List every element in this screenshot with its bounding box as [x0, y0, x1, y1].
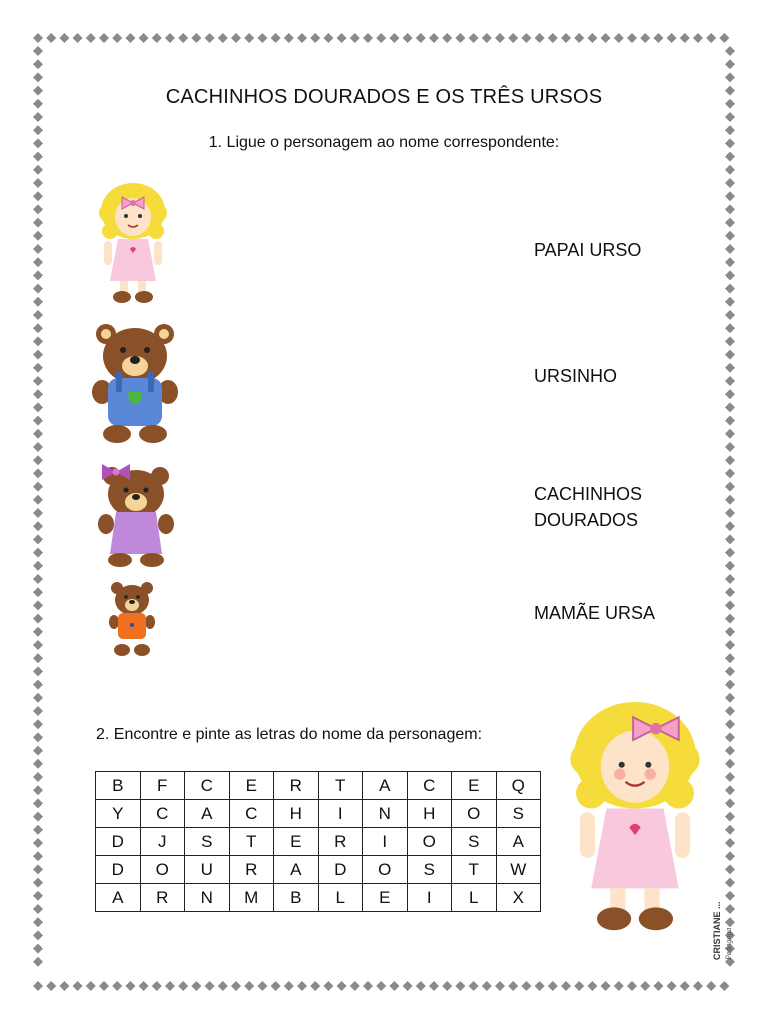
border-diamond	[152, 981, 162, 991]
border-diamond	[725, 429, 735, 439]
border-diamond	[178, 33, 188, 43]
border-diamond	[469, 33, 479, 43]
grid-cell[interactable]: C	[185, 772, 230, 800]
border-diamond	[337, 981, 347, 991]
border-diamond	[33, 904, 43, 914]
border-diamond	[33, 389, 43, 399]
border-diamond	[389, 33, 399, 43]
border-diamond	[548, 981, 558, 991]
grid-cell[interactable]: E	[274, 828, 319, 856]
border-diamond	[495, 33, 505, 43]
border-diamond	[284, 33, 294, 43]
border-diamond	[46, 981, 56, 991]
border-diamond	[33, 944, 43, 954]
border-diamond	[725, 468, 735, 478]
grid-cell[interactable]: C	[229, 800, 274, 828]
border-diamond	[725, 732, 735, 742]
border-diamond	[257, 981, 267, 991]
border-diamond	[205, 33, 215, 43]
grid-cell[interactable]: D	[96, 828, 141, 856]
border-diamond	[442, 33, 452, 43]
svg-text:CRISTIANE ...: CRISTIANE ...	[712, 901, 722, 960]
border-diamond	[680, 981, 690, 991]
border-diamond	[33, 178, 43, 188]
border-diamond	[535, 981, 545, 991]
border-diamond	[725, 653, 735, 663]
grid-cell[interactable]: U	[185, 856, 230, 884]
grid-row	[96, 856, 541, 884]
border-diamond	[725, 376, 735, 386]
mama-bear-icon	[96, 460, 176, 568]
grid-cell[interactable]: N	[363, 800, 408, 828]
border-diamond	[389, 981, 399, 991]
border-diamond	[725, 785, 735, 795]
border-diamond	[725, 482, 735, 492]
border-diamond	[218, 981, 228, 991]
grid-cell[interactable]: E	[229, 772, 274, 800]
grid-cell[interactable]: J	[140, 828, 185, 856]
border-diamond	[376, 981, 386, 991]
border-diamond	[33, 706, 43, 716]
border-diamond	[86, 33, 96, 43]
border-diamond	[416, 981, 426, 991]
border-diamond	[33, 653, 43, 663]
grid-cell[interactable]: E	[452, 772, 497, 800]
border-diamond	[33, 587, 43, 597]
border-diamond	[33, 957, 43, 967]
border-diamond	[33, 930, 43, 940]
border-diamond	[455, 33, 465, 43]
goldilocks-large-icon	[568, 702, 702, 934]
border-diamond	[310, 981, 320, 991]
border-diamond	[350, 981, 360, 991]
border-diamond	[33, 878, 43, 888]
grid-cell[interactable]: R	[274, 772, 319, 800]
border-diamond	[33, 244, 43, 254]
border-diamond	[33, 508, 43, 518]
border-diamond	[725, 706, 735, 716]
papa-bear-icon	[90, 322, 180, 446]
border-diamond	[297, 981, 307, 991]
border-diamond	[725, 561, 735, 571]
border-diamond	[482, 981, 492, 991]
grid-row	[96, 884, 541, 912]
border-diamond	[33, 402, 43, 412]
name-mamae-ursa: MAMÃE URSA	[534, 603, 656, 623]
border-diamond	[627, 33, 637, 43]
border-diamond	[33, 693, 43, 703]
border-diamond	[535, 33, 545, 43]
border-diamond	[205, 981, 215, 991]
border-diamond	[33, 548, 43, 558]
border-diamond	[640, 981, 650, 991]
border-diamond	[725, 284, 735, 294]
border-diamond	[495, 981, 505, 991]
border-diamond	[574, 33, 584, 43]
border-diamond	[297, 33, 307, 43]
border-diamond	[33, 191, 43, 201]
border-diamond	[271, 981, 281, 991]
border-diamond	[33, 297, 43, 307]
border-diamond	[719, 981, 729, 991]
border-diamond	[33, 165, 43, 175]
border-diamond	[725, 59, 735, 69]
grid-cell[interactable]: R	[318, 828, 363, 856]
border-diamond	[33, 759, 43, 769]
border-diamond	[725, 587, 735, 597]
grid-cell[interactable]: M	[229, 884, 274, 912]
border-diamond	[284, 981, 294, 991]
grid-cell[interactable]: F	[140, 772, 185, 800]
border-diamond	[667, 981, 677, 991]
border-diamond	[33, 257, 43, 267]
border-diamond	[521, 981, 531, 991]
border-diamond	[725, 772, 735, 782]
border-diamond	[244, 33, 254, 43]
border-diamond	[725, 112, 735, 122]
grid-cell[interactable]: A	[274, 856, 319, 884]
border-diamond	[725, 614, 735, 624]
border-diamond	[33, 680, 43, 690]
border-diamond	[33, 640, 43, 650]
border-diamond	[244, 981, 254, 991]
border-diamond	[33, 825, 43, 835]
border-diamond	[725, 46, 735, 56]
border-diamond	[33, 33, 43, 43]
grid-cell[interactable]: W	[496, 856, 541, 884]
border-diamond	[693, 33, 703, 43]
border-diamond	[725, 363, 735, 373]
border-diamond	[33, 270, 43, 280]
grid-cell[interactable]: B	[274, 884, 319, 912]
grid-cell[interactable]: I	[363, 828, 408, 856]
grid-cell[interactable]: A	[496, 828, 541, 856]
border-diamond	[725, 759, 735, 769]
border-diamond	[725, 600, 735, 610]
border-diamond	[323, 981, 333, 991]
grid-cell[interactable]: T	[318, 772, 363, 800]
border-diamond	[323, 33, 333, 43]
border-diamond	[33, 864, 43, 874]
grid-cell[interactable]: L	[452, 884, 497, 912]
border-diamond	[725, 191, 735, 201]
grid-cell[interactable]: I	[407, 884, 452, 912]
border-diamond	[33, 812, 43, 822]
border-diamond	[33, 310, 43, 320]
border-diamond	[601, 33, 611, 43]
border-diamond	[33, 851, 43, 861]
border-diamond	[231, 981, 241, 991]
border-diamond	[33, 152, 43, 162]
border-diamond	[725, 495, 735, 505]
border-diamond	[33, 614, 43, 624]
border-diamond	[725, 798, 735, 808]
border-diamond	[725, 270, 735, 280]
border-diamond	[33, 746, 43, 756]
border-diamond	[33, 772, 43, 782]
credit-signature	[706, 812, 736, 962]
border-diamond	[33, 323, 43, 333]
border-diamond	[725, 389, 735, 399]
border-diamond	[33, 561, 43, 571]
border-diamond	[33, 495, 43, 505]
border-diamond	[455, 981, 465, 991]
border-diamond	[614, 981, 624, 991]
grid-cell[interactable]: H	[407, 800, 452, 828]
grid-cell[interactable]: O	[363, 856, 408, 884]
border-diamond	[469, 981, 479, 991]
grid-cell[interactable]: T	[229, 828, 274, 856]
border-diamond	[442, 981, 452, 991]
name-ursinho: URSINHO	[534, 366, 618, 386]
border-diamond	[725, 442, 735, 452]
grid-cell[interactable]: L	[318, 884, 363, 912]
border-diamond	[125, 981, 135, 991]
border-diamond	[33, 204, 43, 214]
border-diamond	[719, 33, 729, 43]
grid-cell[interactable]: D	[96, 856, 141, 884]
border-diamond	[653, 33, 663, 43]
border-diamond	[86, 981, 96, 991]
border-diamond	[725, 72, 735, 82]
grid-row	[96, 800, 541, 828]
border-diamond	[429, 33, 439, 43]
border-diamond	[363, 33, 373, 43]
border-diamond	[350, 33, 360, 43]
grid-cell[interactable]: S	[407, 856, 452, 884]
border-diamond	[725, 548, 735, 558]
border-diamond	[33, 231, 43, 241]
border-diamond	[693, 981, 703, 991]
border-diamond	[725, 521, 735, 531]
border-diamond	[33, 798, 43, 808]
border-diamond	[33, 350, 43, 360]
word-search-grid	[95, 771, 541, 912]
grid-cell[interactable]: Q	[496, 772, 541, 800]
name-papai-urso: PAPAI URSO	[534, 240, 642, 260]
border-diamond	[337, 33, 347, 43]
name-cachinhos-dourados: CACHINHOS DOURADOS	[534, 484, 643, 530]
grid-cell[interactable]: A	[363, 772, 408, 800]
border-diamond	[33, 981, 43, 991]
border-diamond	[231, 33, 241, 43]
grid-cell[interactable]: A	[96, 884, 141, 912]
border-diamond	[33, 376, 43, 386]
border-diamond	[33, 574, 43, 584]
border-diamond	[725, 693, 735, 703]
border-diamond	[376, 33, 386, 43]
border-diamond	[429, 981, 439, 991]
border-diamond	[725, 218, 735, 228]
border-diamond	[725, 231, 735, 241]
border-diamond	[587, 33, 597, 43]
border-diamond	[725, 336, 735, 346]
grid-cell[interactable]: C	[407, 772, 452, 800]
border-diamond	[725, 323, 735, 333]
border-diamond	[725, 627, 735, 637]
grid-cell[interactable]: O	[452, 800, 497, 828]
border-diamond	[33, 732, 43, 742]
border-diamond	[548, 33, 558, 43]
border-diamond	[508, 33, 518, 43]
border-diamond	[33, 72, 43, 82]
grid-cell[interactable]: R	[140, 884, 185, 912]
border-diamond	[601, 981, 611, 991]
border-diamond	[363, 981, 373, 991]
border-diamond	[59, 981, 69, 991]
border-diamond	[125, 33, 135, 43]
border-diamond	[725, 416, 735, 426]
border-diamond	[33, 534, 43, 544]
border-diamond	[482, 33, 492, 43]
border-diamond	[99, 981, 109, 991]
border-diamond	[33, 455, 43, 465]
border-diamond	[33, 891, 43, 901]
border-diamond	[403, 33, 413, 43]
grid-cell[interactable]: T	[452, 856, 497, 884]
border-diamond	[725, 640, 735, 650]
page-title: CACHINHOS DOURADOS E OS TRÊS URSOS	[165, 86, 603, 108]
border-diamond	[33, 336, 43, 346]
border-diamond	[706, 33, 716, 43]
border-diamond	[257, 33, 267, 43]
border-diamond	[139, 33, 149, 43]
grid-cell[interactable]: S	[452, 828, 497, 856]
border-diamond	[680, 33, 690, 43]
grid-cell[interactable]: B	[96, 772, 141, 800]
grid-cell[interactable]: X	[496, 884, 541, 912]
grid-cell[interactable]: O	[407, 828, 452, 856]
grid-cell[interactable]: Y	[96, 800, 141, 828]
border-diamond	[706, 981, 716, 991]
border-diamond	[561, 981, 571, 991]
border-diamond	[73, 981, 83, 991]
border-diamond	[178, 981, 188, 991]
border-diamond	[59, 33, 69, 43]
border-diamond	[725, 746, 735, 756]
border-diamond	[33, 429, 43, 439]
goldilocks-icon	[98, 183, 168, 305]
border-diamond	[33, 627, 43, 637]
border-diamond	[165, 33, 175, 43]
border-diamond	[191, 981, 201, 991]
grid-cell[interactable]: O	[140, 856, 185, 884]
border-diamond	[725, 680, 735, 690]
border-diamond	[33, 442, 43, 452]
border-diamond	[614, 33, 624, 43]
grid-row	[96, 828, 541, 856]
question-1: 1. Ligue o personagem ao nome correspondente:	[208, 134, 560, 151]
grid-cell[interactable]: I	[318, 800, 363, 828]
grid-cell[interactable]: E	[363, 884, 408, 912]
border-diamond	[33, 666, 43, 676]
border-diamond	[725, 297, 735, 307]
border-diamond	[725, 204, 735, 214]
border-diamond	[33, 284, 43, 294]
border-diamond	[33, 112, 43, 122]
border-diamond	[521, 33, 531, 43]
grid-cell[interactable]: A	[185, 800, 230, 828]
border-diamond	[725, 402, 735, 412]
grid-cell[interactable]: R	[229, 856, 274, 884]
border-diamond	[271, 33, 281, 43]
grid-row	[96, 772, 541, 800]
border-diamond	[33, 46, 43, 56]
grid-cell[interactable]: S	[496, 800, 541, 828]
border-diamond	[99, 33, 109, 43]
border-diamond	[725, 350, 735, 360]
svg-text:Pedagoga: Pedagoga	[724, 927, 733, 960]
border-diamond	[725, 666, 735, 676]
border-diamond	[725, 178, 735, 188]
border-diamond	[574, 981, 584, 991]
border-diamond	[33, 416, 43, 426]
border-diamond	[725, 574, 735, 584]
border-diamond	[725, 719, 735, 729]
border-diamond	[587, 981, 597, 991]
border-diamond	[416, 33, 426, 43]
border-diamond	[667, 33, 677, 43]
border-diamond	[33, 521, 43, 531]
border-diamond	[725, 152, 735, 162]
border-diamond	[508, 981, 518, 991]
border-diamond	[73, 33, 83, 43]
border-diamond	[653, 981, 663, 991]
border-diamond	[191, 33, 201, 43]
border-diamond	[725, 244, 735, 254]
border-diamond	[403, 981, 413, 991]
border-diamond	[561, 33, 571, 43]
border-diamond	[33, 838, 43, 848]
border-diamond	[33, 917, 43, 927]
border-diamond	[33, 719, 43, 729]
border-diamond	[33, 59, 43, 69]
border-diamond	[33, 218, 43, 228]
border-diamond	[33, 482, 43, 492]
border-diamond	[33, 600, 43, 610]
border-diamond	[627, 981, 637, 991]
grid-cell[interactable]: S	[185, 828, 230, 856]
border-diamond	[33, 363, 43, 373]
border-diamond	[165, 981, 175, 991]
border-diamond	[33, 785, 43, 795]
question-2: 2. Encontre e pinte as letras do nome da personagem:	[96, 726, 483, 743]
grid-cell[interactable]: N	[185, 884, 230, 912]
grid-cell[interactable]: C	[140, 800, 185, 828]
border-diamond	[46, 33, 56, 43]
border-diamond	[112, 33, 122, 43]
border-diamond	[725, 165, 735, 175]
grid-cell[interactable]: H	[274, 800, 319, 828]
border-diamond	[139, 981, 149, 991]
border-diamond	[310, 33, 320, 43]
border-diamond	[112, 981, 122, 991]
border-diamond	[218, 33, 228, 43]
border-diamond	[725, 455, 735, 465]
border-diamond	[725, 508, 735, 518]
border-diamond	[725, 310, 735, 320]
grid-cell[interactable]: D	[318, 856, 363, 884]
baby-bear-icon	[108, 580, 156, 658]
border-diamond	[725, 534, 735, 544]
border-diamond	[725, 257, 735, 267]
border-diamond	[640, 33, 650, 43]
border-diamond	[33, 468, 43, 478]
border-diamond	[152, 33, 162, 43]
